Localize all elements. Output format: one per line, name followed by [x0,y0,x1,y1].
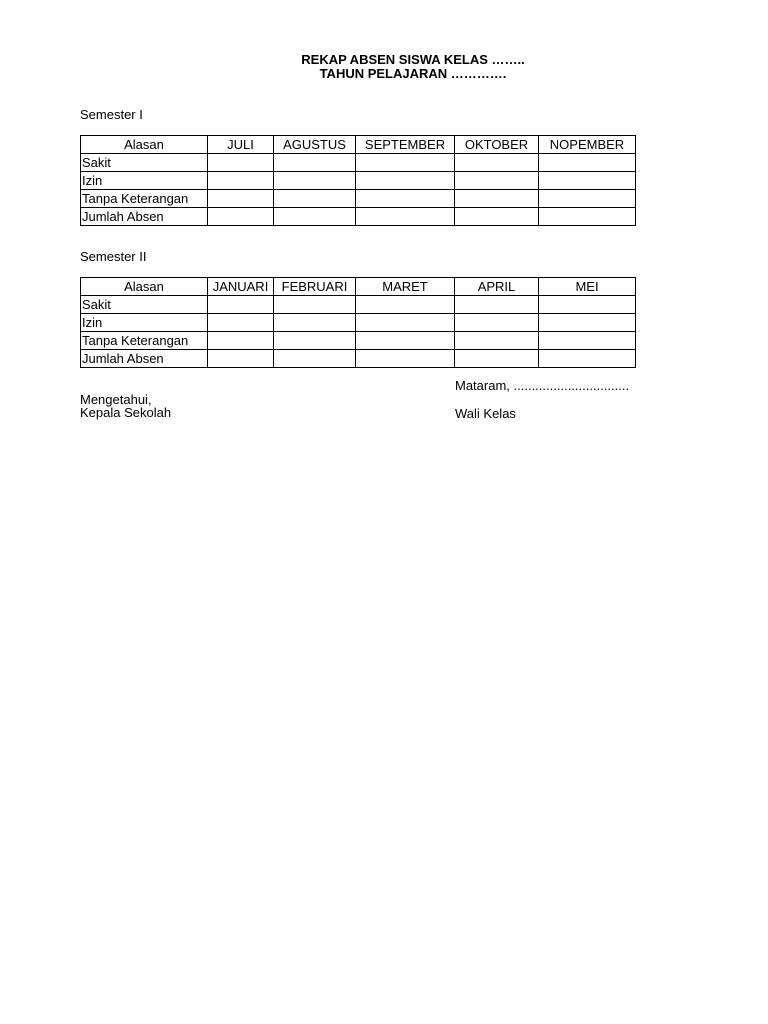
kepala-sekolah-label: Kepala Sekolah [80,405,172,420]
table-cell [274,332,356,350]
mengetahui-label: Mengetahui, [80,392,152,407]
semester-2-table [80,277,636,368]
table-cell [274,154,356,172]
table-cell [455,296,539,314]
table-cell [455,172,539,190]
wali-kelas-label: Wali Kelas [455,406,516,421]
table-cell [274,350,356,368]
table-row [81,208,636,226]
column-header: JULI [208,136,274,154]
column-header: FEBRUARI [274,278,356,296]
column-header: AGUSTUS [274,136,356,154]
column-header: MEI [539,278,636,296]
table-cell [274,190,356,208]
document-subtitle: TAHUN PELAJARAN …………. [319,66,507,81]
row-label: Tanpa Keterangan [81,190,208,208]
table-header-row [81,278,636,296]
table-cell [208,172,274,190]
table-cell [208,154,274,172]
table-cell [356,190,455,208]
table-cell [539,190,636,208]
table-cell [208,208,274,226]
row-label: Izin [81,172,208,190]
table-cell [356,172,455,190]
semester-2-label: Semester II [80,249,147,264]
table-cell [274,208,356,226]
table-cell [208,296,274,314]
table-cell [356,208,455,226]
table-cell [356,314,455,332]
table-cell [539,296,636,314]
table-cell [274,172,356,190]
table-cell [539,172,636,190]
table-cell [455,332,539,350]
column-header: APRIL [455,278,539,296]
table-row [81,190,636,208]
table-cell [455,350,539,368]
table-header-row [81,136,636,154]
table-cell [274,296,356,314]
column-header: JANUARI [208,278,274,296]
column-header: NOPEMBER [539,136,636,154]
table-cell [208,332,274,350]
row-label: Tanpa Keterangan [81,332,208,350]
row-label: Jumlah Absen [81,208,208,226]
row-label: Sakit [81,296,208,314]
table-cell [274,314,356,332]
table-cell [455,208,539,226]
place-date: Mataram, ................................ [455,378,630,393]
table-cell [208,350,274,368]
table-cell [539,154,636,172]
table-row [81,332,636,350]
table-cell [539,208,636,226]
table-cell [356,154,455,172]
column-header: MARET [356,278,455,296]
table-cell [208,314,274,332]
row-label: Jumlah Absen [81,350,208,368]
table-cell [539,314,636,332]
table-cell [356,332,455,350]
table-row [81,154,636,172]
table-row [81,172,636,190]
table-cell [455,190,539,208]
table-row [81,296,636,314]
row-label: Izin [81,314,208,332]
row-label: Sakit [81,154,208,172]
table-cell [455,314,539,332]
column-header: Alasan [81,278,208,296]
document-title: REKAP ABSEN SISWA KELAS …….. [301,52,525,67]
column-header: SEPTEMBER [356,136,455,154]
table-cell [356,350,455,368]
table-cell [539,332,636,350]
column-header: OKTOBER [455,136,539,154]
column-header: Alasan [81,136,208,154]
table-cell [356,296,455,314]
table-cell [539,350,636,368]
semester-1-label: Semester I [80,107,143,122]
table-cell [208,190,274,208]
table-row [81,350,636,368]
table-row [81,314,636,332]
semester-1-table [80,135,636,226]
table-cell [455,154,539,172]
